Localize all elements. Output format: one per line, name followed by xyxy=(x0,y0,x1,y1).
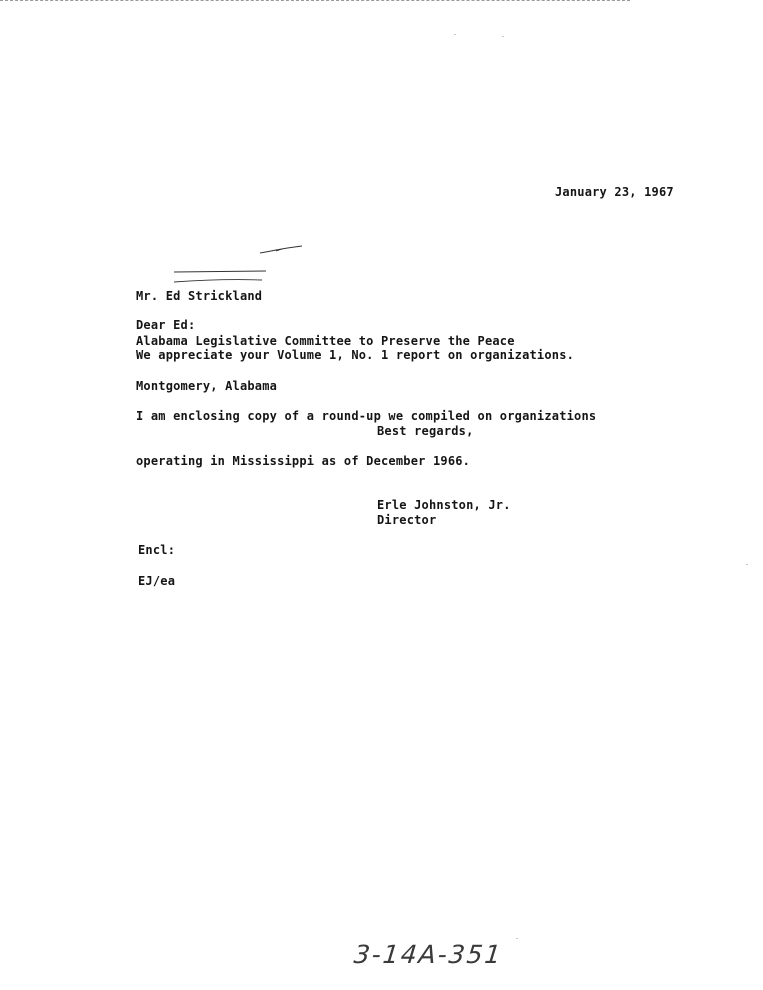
signatory-title: Director xyxy=(377,513,437,527)
signatory-name: Erle Johnston, Jr. xyxy=(377,498,511,512)
reference-initials: EJ/ea xyxy=(138,574,176,588)
scan-speck xyxy=(746,564,748,565)
page-top-border xyxy=(0,0,630,1)
closing: Best regards, xyxy=(377,424,474,438)
recipient-name: Mr. Ed Strickland xyxy=(136,289,263,303)
body-paragraph-1: We appreciate your Volume 1, No. 1 report on organizations. xyxy=(136,348,575,362)
body-paragraph-2 xyxy=(136,379,596,499)
scan-speck xyxy=(454,34,456,35)
pen-stroke-mark xyxy=(258,244,304,256)
recipient-organization: Alabama Legislative Committee to Preserve the Peace xyxy=(136,334,515,348)
enclosure-notation: Encl: xyxy=(138,543,176,557)
salutation: Dear Ed: xyxy=(136,318,196,332)
letter-date: January 23, 1967 xyxy=(555,185,674,199)
handwritten-file-number: 3-14A-351 xyxy=(352,940,505,969)
scan-speck xyxy=(502,36,504,37)
scan-speck xyxy=(516,938,518,939)
recipient-location: Montgomery, Alabama xyxy=(136,379,278,393)
body-paragraph-2-line-1: I am enclosing copy of a round-up we compiled on organizations xyxy=(136,409,597,423)
handwritten-underline-mark xyxy=(172,270,278,284)
body-paragraph-2-line-2: operating in Mississippi as of December 1966. xyxy=(136,454,471,468)
